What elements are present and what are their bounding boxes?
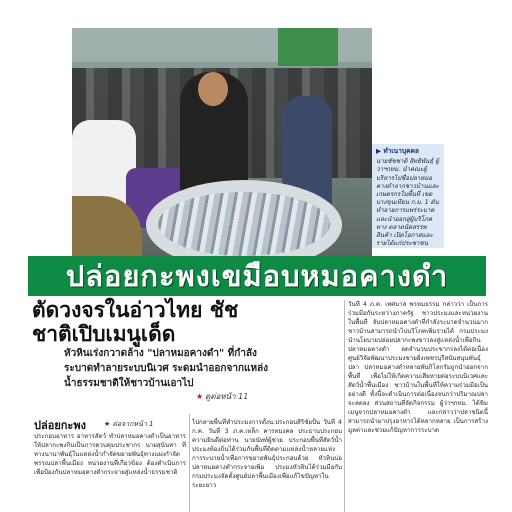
column-continued-from: ★ ต่อจากหน้า 1 xyxy=(104,420,154,428)
body-column-1: ประกอบอาหาร อาหารสัตว์ ทำปลาหมอคางดำเป็นอาหารให้ปลากะพงกินเป็นการควบคุมประชากร นายสุนันทา ทีทางนานาพันธุ์ในแหล่งน้ำกำจัดขยายพันธุ์ทางแผงกำจัดพรรณปลาพื้นเมือง หน่วยงานที่เกี่ยวข้อง ต้องดำเนินการเพื่อป้องกันปลาหมอคางดำกระจายสู่แหล่งน้ำธรรมชาติ xyxy=(34,433,186,476)
star-icon: ★ xyxy=(196,392,204,401)
photo-governor-head xyxy=(198,72,228,106)
photo-caption xyxy=(372,144,444,248)
subheadline: ตัดวงจรในอ่าวไทย ชัชชาติเปิบเมนูเด็ด xyxy=(32,298,239,346)
continued-reference-label: ดูต่อหน้า 11 xyxy=(205,392,249,401)
body-column-3: วันที่ 4 ภ.ค. เทศบาล พรหมธรรม กล่าวว่า เป็นการร่วมมือกันระหว่างภาครัฐ ชาวประมงและหน่วยงานในพื้นที่ จับปลาหมอคางดำที่กำลังระบาดจำนวนมาก ชาวบ้านสามารถนำไปบริโภคเพิ่มรายได้ กรมประมงนำนโยบายปล่อยปลากะพงขาวลงสู่แหล่งน้ำเพื่อกินปลาหมอคางดำ ลดจำนวนประชากรลงได้ต่อเนื่อง ศูนย์วิจัยพัฒนาประมงชายฝั่งเพชรบุรีสนับสนุนพันธุ์ปลา ปลาหมอคางดำหลายพันกิโลกรัมถูกนำออกจากพื้นที่ เพื่อไม่ให้เกิดความเสียหายต่อระบบนิเวศและสัตว์น้ำพื้นเมือง ชาวบ้านในพื้นที่ให้ความร่วมมือเป็นอย่างดี ทั้งนี้จะดำเนินการต่อเนื่องจนกว่าปริมาณปลาจะลดลง ส่วนสถานที่จัดกิจกรรม ผู้ว่าฯกทม. ได้ชิมเมนูจากปลาหมอคางดำ และกล่าวว่าปลาชนิดนี้สามารถนำมาปรุงอาหารได้หลากหลาย เป็นการสร้างมูลค่าและช่วยแก้ปัญหาการระบาด xyxy=(348,301,488,434)
column-divider xyxy=(344,300,345,512)
continued-reference xyxy=(196,390,248,403)
headline-banner xyxy=(28,256,486,296)
column-divider xyxy=(189,414,190,512)
caption-title: ▶ ทำเนาบุคคล xyxy=(376,147,419,155)
kicker-text: หัวหินเร่งกวาดล้าง "ปลาหมอคางดำ" ที่กำลังระบาดทำลายระบบนิเวศ ระดมนำออกจากแหล่งน้ำธรรมชาติให้ชาวบ้านเอาไป xyxy=(64,348,269,389)
photo-background-sign xyxy=(278,28,338,66)
caption-body: นายชัชชาติ สิทธิพันธุ์ ผู้ว่าฯกทม. นำคณะผู้บริหารไปชื่อปลาหมอคางดำจากชาวบ้านและเกษตรกรในพื้นที่ เขตบางขุนเทียน ก.ม. 1 ดัน ทำลายการแพร่ระบาดและนำออกสู่ผู้บริโภคทาง ตลาดนัดสรรพสินค้า เปิดโอกาสและรายได้แก่ประชาชน xyxy=(376,158,439,248)
headline: ปล่อยกะพงเขมือบหมอคางดำ xyxy=(65,259,449,293)
photo-fish-pile xyxy=(158,192,330,256)
body-column-2: ไปกลายพื้นที่ทำประมงการตั้งน.ประกอบสิริชัยปั้น วันที่ 4 ก.ค. วันที่ 3 ภ.ค.เหล็ก คารทมงคล ประธานประกอบความยินดีต่อท่าน นายนัทท์ผู้ช่วย ประกอบพื้นที่สัตว์น้ำ ประมงท้องถิ่นได้ร่วมกันพื้นที่ติดตามแหล่งน้ำหลายแห่ง การระบายน้ำเพื่อการขยายพันธุ์ประกอบด้วย หัวหินบ่อ ปลาหมอคางดำกระจายเพิ่ม ประมงหัวหินได้ร่วมมือกับกรมประมงจัดตั้งศูนย์ปลาพื้นเมืองเพื่อแก้ไขปัญหาในระยะยาว xyxy=(192,419,342,489)
column-heading: ปล่อยกะพง xyxy=(34,419,86,432)
news-photo xyxy=(72,28,372,256)
